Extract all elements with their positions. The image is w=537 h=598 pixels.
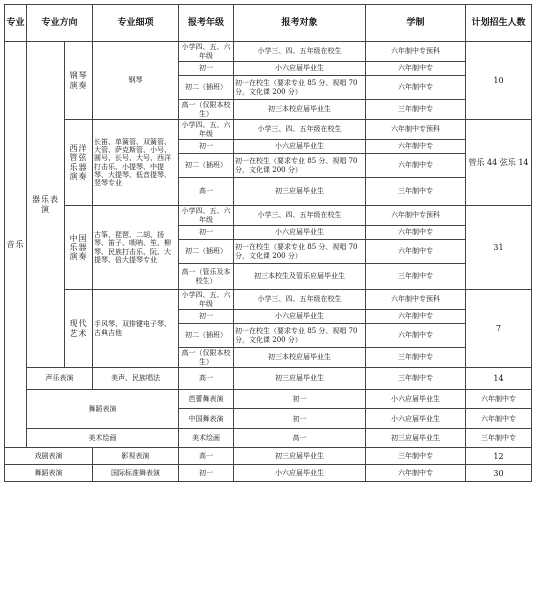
target-cell: 初三本校生及管乐应届毕业生 [234, 264, 366, 290]
quota-piano-cell: 10 [466, 42, 532, 120]
target-cell: 初一在校生（要求专业 85 分、视唱 70 分，文化课 200 分） [234, 324, 366, 348]
grade-cell: 初二（插班） [179, 76, 234, 100]
grade-cell: 高一 [179, 178, 234, 206]
detail-western-cell: 长笛、单簧管、双簧管、大管、萨克斯管、小号、圆号、长号、大号、西洋打击乐、小提琴、中提琴、大提琴、低音提琴、竖琴专业 [93, 120, 179, 206]
target-cell: 初三应届毕业生 [234, 368, 366, 390]
system-cell: 六年制中专 [366, 226, 466, 240]
header-direction: 专业方向 [27, 5, 93, 42]
header-system: 学制 [366, 5, 466, 42]
grade-cell: 小学四、五、六年级 [179, 290, 234, 310]
grade-cell: 小学四、五、六年级 [179, 42, 234, 62]
header-target: 报考对象 [234, 5, 366, 42]
table-row [5, 448, 532, 465]
target-cell: 小六应届毕业生 [234, 465, 366, 482]
grade-cell: 初一 [234, 409, 366, 428]
system-cell: 三年制中专 [366, 264, 466, 290]
header-major: 专业 [5, 5, 27, 42]
grade-cell: 初一 [179, 140, 234, 154]
system-cell: 三年制中专 [366, 178, 466, 206]
system-cell: 三年制中专 [366, 100, 466, 120]
grade-cell: 初一 [234, 390, 366, 409]
target-cell: 小学三、四、五年级在校生 [234, 290, 366, 310]
system-cell: 六年制中专预科 [366, 120, 466, 140]
detail-cell: 影视表演 [93, 448, 179, 465]
target-cell: 初三应届毕业生 [366, 428, 466, 447]
detail-cell: 芭蕾舞表演 [179, 390, 234, 409]
system-cell: 六年制中专 [366, 140, 466, 154]
system-cell: 六年制中专 [366, 76, 466, 100]
system-cell: 三年制中专 [366, 448, 466, 465]
target-cell: 初一在校生（要求专业 85 分、视唱 70 分，文化课 200 分） [234, 76, 366, 100]
detail-modern-cell: 手风琴、双排键电子琴、古典吉他 [93, 290, 179, 368]
system-cell: 三年制中专 [366, 368, 466, 390]
grade-cell: 高一 [179, 368, 234, 390]
direction-drama-cell: 戏剧表演 [5, 448, 93, 465]
major-music-cell: 音乐 [5, 42, 27, 448]
quota-cell: 12 [466, 448, 532, 465]
category-chinese-cell: 中国乐器演奏 [65, 206, 93, 290]
target-cell: 小学三、四、五年级在校生 [234, 120, 366, 140]
system-cell: 六年制中专预科 [366, 206, 466, 226]
category-western-cell: 西洋管弦乐器演奏 [65, 120, 93, 206]
direction-fine-art-cell: 美术绘画 [27, 428, 179, 447]
system-cell: 六年制中专 [366, 62, 466, 76]
direction-instrumental-cell: 器乐表演 [27, 42, 65, 368]
grade-cell: 高一（仅限本校生） [179, 348, 234, 368]
system-cell: 六年制中专预科 [366, 42, 466, 62]
table-row [5, 42, 532, 62]
system-cell: 六年制中专 [366, 310, 466, 324]
target-cell: 初三应届毕业生 [234, 448, 366, 465]
target-cell: 小学三、四、五年级在校生 [234, 206, 366, 226]
grade-cell: 高一（仅限本校生） [179, 100, 234, 120]
table-row [5, 290, 532, 310]
system-cell: 六年制中专 [466, 390, 532, 409]
table-row [5, 428, 532, 447]
target-cell: 小六应届毕业生 [234, 140, 366, 154]
grade-cell: 初二（插班） [179, 240, 234, 264]
target-cell: 初三本校应届毕业生 [234, 348, 366, 368]
header-grade: 报考年级 [179, 5, 234, 42]
detail-piano-cell: 钢琴 [93, 42, 179, 120]
grade-cell: 初一 [179, 226, 234, 240]
direction-dance-cell: 舞蹈表演 [27, 390, 179, 429]
target-cell: 小学三、四、五年级在校生 [234, 42, 366, 62]
table-row [5, 390, 532, 409]
grade-cell: 高一（管乐及本校生） [179, 264, 234, 290]
quota-western-cell: 管乐 44 弦乐 14 [466, 120, 532, 206]
detail-cell: 中国舞表演 [179, 409, 234, 428]
target-cell: 小六应届毕业生 [234, 62, 366, 76]
target-cell: 小六应届毕业生 [234, 226, 366, 240]
admission-table [4, 4, 532, 482]
system-cell: 三年制中专 [366, 348, 466, 368]
quota-cell: 14 [466, 368, 532, 390]
target-cell: 小六应届毕业生 [366, 390, 466, 409]
system-cell: 三年制中专 [466, 428, 532, 447]
grade-cell: 初一 [179, 465, 234, 482]
header-row [5, 5, 532, 42]
system-cell: 六年制中专 [466, 409, 532, 428]
system-cell: 六年制中专 [366, 324, 466, 348]
target-cell: 小六应届毕业生 [366, 409, 466, 428]
header-detail: 专业细项 [93, 5, 179, 42]
grade-cell: 初二（插班） [179, 154, 234, 178]
target-cell: 初一在校生（要求专业 85 分、视唱 70 分，文化课 200 分） [234, 240, 366, 264]
category-modern-cell: 现代艺术 [65, 290, 93, 368]
detail-chinese-cell: 古筝、琵琶、二胡、扬琴、笛子、唢呐、笙、柳琴、民族打击乐、阮、大提琴、倍大提琴专业 [93, 206, 179, 290]
table-row [5, 368, 532, 390]
system-cell: 六年制中专 [366, 154, 466, 178]
system-cell: 六年制中专 [366, 465, 466, 482]
detail-cell: 美术绘画 [179, 428, 234, 447]
grade-cell: 小学四、五、六年级 [179, 120, 234, 140]
target-cell: 小六应届毕业生 [234, 310, 366, 324]
grade-cell: 初二（插班） [179, 324, 234, 348]
system-cell: 六年制中专 [366, 240, 466, 264]
target-cell: 初一在校生（要求专业 85 分、视唱 70 分，文化课 200 分） [234, 154, 366, 178]
quota-cell: 30 [466, 465, 532, 482]
table-row [5, 206, 532, 226]
system-cell: 六年制中专预科 [366, 290, 466, 310]
grade-cell: 小学四、五、六年级 [179, 206, 234, 226]
detail-cell: 国际标准舞表演 [93, 465, 179, 482]
grade-cell: 高一 [179, 448, 234, 465]
quota-chinese-cell: 31 [466, 206, 532, 290]
table-row [5, 465, 532, 482]
header-quota: 计划招生人数 [466, 5, 532, 42]
direction-ballroom-cell: 舞蹈表演 [5, 465, 93, 482]
target-cell: 初三本校应届毕业生 [234, 100, 366, 120]
category-piano-cell: 钢琴演奏 [65, 42, 93, 120]
target-cell: 初三应届毕业生 [234, 178, 366, 206]
detail-cell: 美声、民族唱法 [93, 368, 179, 390]
table-row [5, 120, 532, 140]
quota-modern-cell: 7 [466, 290, 532, 368]
grade-cell: 初一 [179, 310, 234, 324]
grade-cell: 初一 [179, 62, 234, 76]
admission-table-container [4, 4, 532, 482]
direction-vocal-cell: 声乐表演 [27, 368, 93, 390]
grade-cell: 高一 [234, 428, 366, 447]
